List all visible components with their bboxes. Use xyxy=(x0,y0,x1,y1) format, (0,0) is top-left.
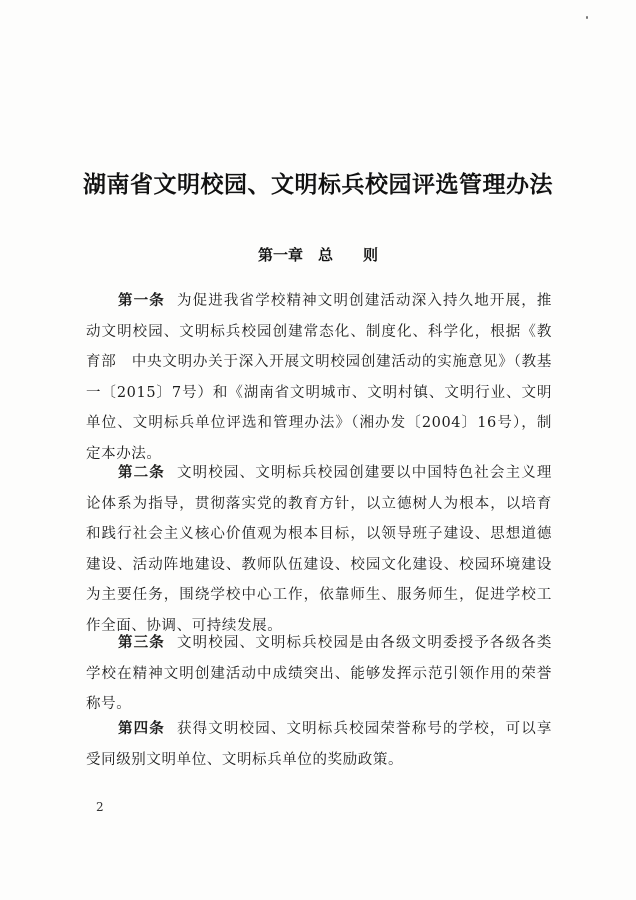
article-4 xyxy=(86,714,552,775)
article-4-text: 获得文明校园、文明标兵校园荣誉称号的学校，可以享受同级别文明单位、文明标兵单位的奖励政策。 xyxy=(86,721,552,768)
article-4-heading: 第四条 xyxy=(118,721,165,737)
article-2-heading: 第二条 xyxy=(118,465,165,481)
scan-speck xyxy=(586,16,588,19)
article-3 xyxy=(86,628,552,720)
document-title: 湖南省文明校园、文明标兵校园评选管理办法 xyxy=(83,171,553,198)
article-3-heading: 第三条 xyxy=(118,635,165,651)
article-1-heading: 第一条 xyxy=(118,293,165,309)
article-2-text: 文明校园、文明标兵校园创建要以中国特色社会主义理论体系为指导，贯彻落实党的教育方针，以立德树人为根本，以培育和践行社会主义核心价值观为根本目标，以领导班子建设、思想道德建设、活动阵地建设、教师队伍建设、校园文化建设、校园环境建设为主要任务，围绕学校中心工作，依靠师生、服务师生，促进学校工作全面、协调、可持续发展。 xyxy=(86,465,552,634)
page-number: 2 xyxy=(96,800,104,814)
article-3-text: 文明校园、文明标兵校园是由各级文明委授予各级各类学校在精神文明创建活动中成绩突出、能够发挥示范引领作用的荣誉称号。 xyxy=(86,635,552,712)
article-1-text: 为促进我省学校精神文明创建活动深入持久地开展，推动文明校园、文明标兵校园创建常态化、制度化、科学化，根据《教育部 中央文明办关于深入开展文明校园创建活动的实施意见》（教基一〔2015〕7号）和《湖南省文明城市、文明村镇、文明行业、文明单位、文明标兵单位评选和管理办法》（湘办发〔2004〕16号），制定本办法。 xyxy=(86,293,552,462)
article-2 xyxy=(86,458,552,641)
article-1 xyxy=(86,286,552,469)
chapter-heading: 第一章 总 则 xyxy=(257,246,378,264)
